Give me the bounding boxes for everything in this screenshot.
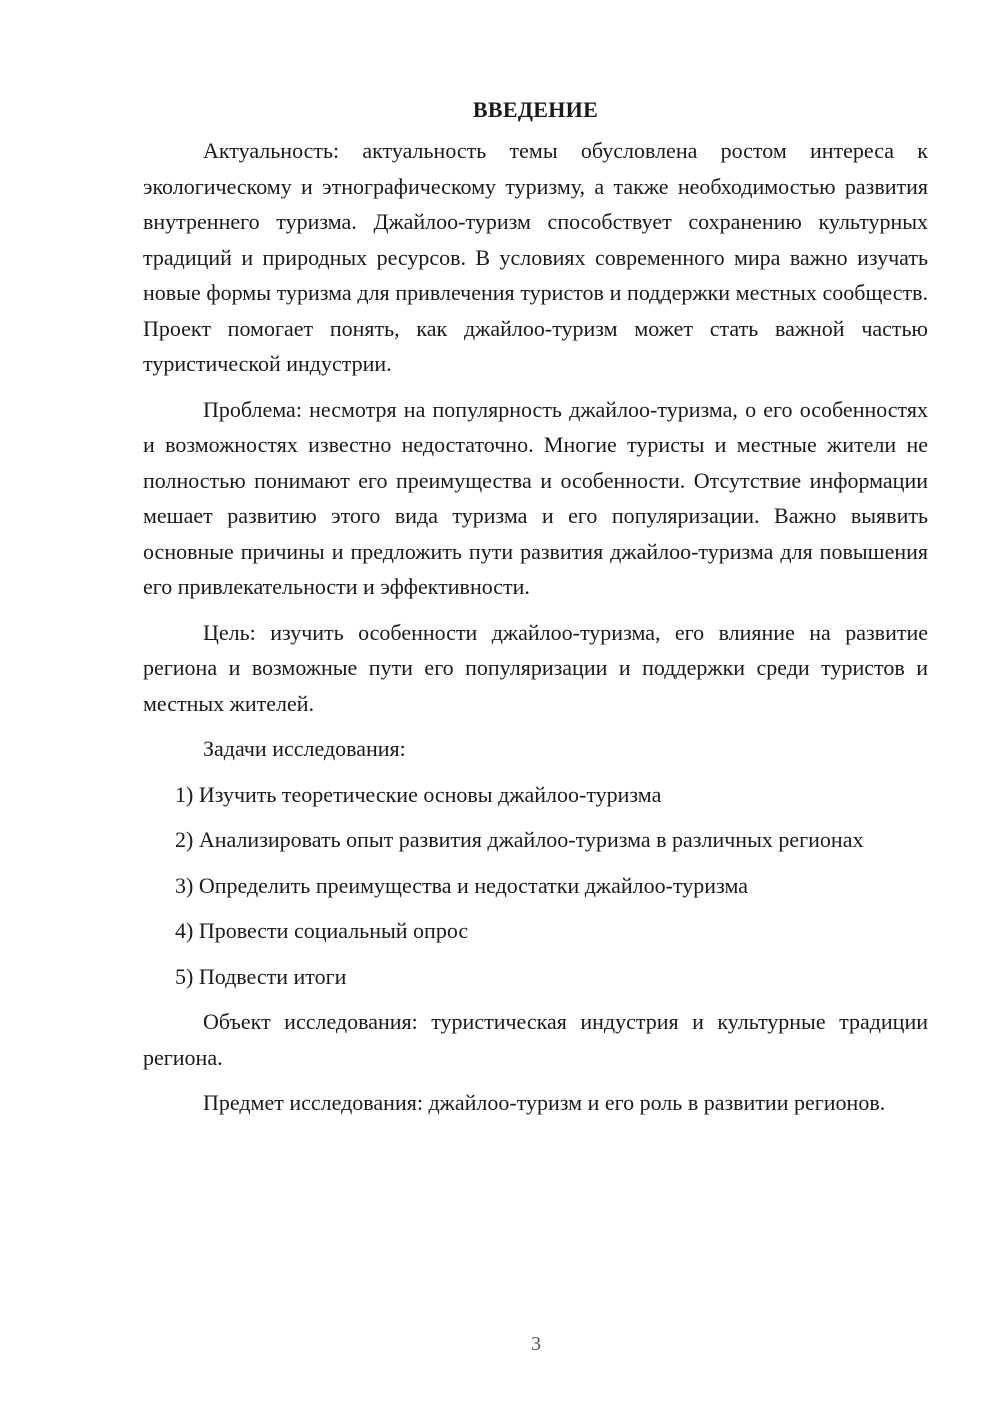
tasks-heading: Задачи исследования: <box>203 736 406 761</box>
task-item: 5) Подвести итоги <box>175 963 347 989</box>
goal-paragraph: Цель: изучить особенности джайлоо-туризма, его влияние на развитие региона и возможные пути его популяризации и поддержки среди туристов и местных жителей. <box>143 619 928 716</box>
page-number: 3 <box>531 1333 541 1355</box>
task-item: 2) Анализировать опыт развития джайлоо-туризма в различных регионах <box>175 827 864 852</box>
research-subject-paragraph: Предмет исследования: джайлоо-туризм и его роль в развитии регионов. <box>203 1090 886 1115</box>
relevance-paragraph: Актуальность: актуальность темы обусловлена ростом интереса к экологическому и этнографическому туризму, а также необходимостью развития внутреннего туризма. Джайлоо-туризм способствует сохранению культурных традиций и природных ресурсов. В условиях современного мира важно изучать новые формы туризма для привлечения туристов и поддержки местных сообществ. Проект помогает понять, как джайлоо-туризм может стать важной частью туристической индустрии. <box>143 138 928 376</box>
task-item: 3) Определить преимущества и недостатки джайлоо-туризма <box>175 872 748 898</box>
research-object-paragraph: Объект исследования: туристическая индустрия и культурные традиции региона. <box>143 1009 928 1070</box>
problem-paragraph: Проблема: несмотря на популярность джайлоо-туризма, о его особенностях и возможностях известно недостаточно. Многие туристы и местные жители не полностью понимают его преимущества и особенности. Отсутствие информации мешает развитию этого вида туризма и его популяризации. Важно выявить основные причины и предложить пути развития джайлоо-туризма для повышения его привлекательности и эффективности. <box>143 396 928 599</box>
task-item: 1) Изучить теоретические основы джайлоо-туризма <box>175 781 662 807</box>
document-page <box>143 92 928 1131</box>
task-item: 4) Провести социальный опрос <box>175 918 469 943</box>
section-heading: ВВЕДЕНИЕ <box>472 97 599 122</box>
